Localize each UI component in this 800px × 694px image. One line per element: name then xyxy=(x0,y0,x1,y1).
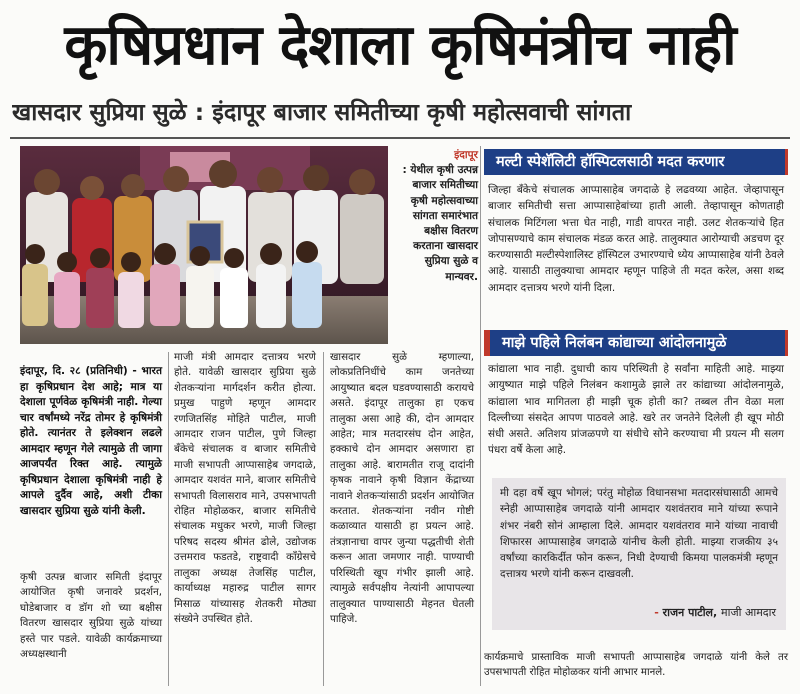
article-column-2: माजी मंत्री आमदार दत्तात्रय भरणे होते. यावेळी खासदार सुप्रिया सुळे शेतकऱ्यांना मार्गदर्शन करीत होत्या. प्रमुख पाहुणे म्हणून आमदार रणजितसिंह मोहिते पाटील, माजी आमदार राजन पाटील, पुणे जिल्हा बँकेचे संचालक व बाजार समितीचे माजी सभापती आप्पासाहेब जगदाळे, आमदार यशवंत माने, बाजार समितीचे सभापती विलासराव माने, उपसभापती रोहित मोहोळकर, बाजार समितीचे संचालक मधुकर भरणे, माजी जिल्हा परिषद सदस्य श्रीमंत ढोले, उद्योजक उत्तमराव फडतडे, राष्ट्रवादी काँग्रेसचे तालुका अध्यक्ष तेजसिंह पाटील, कार्याध्यक्ष महारुद्र पाटील सागर मिसाळ यांच्यासह शेतकरी मोठ्या संख्येने उपस्थित होते. xyxy=(174,351,316,625)
column-divider xyxy=(323,352,324,686)
subheadline: खासदार सुप्रिया सुळे : इंदापूर बाजार समितीच्या कृषी महोत्सवाची सांगता xyxy=(12,98,632,126)
section-text-suspension: कांद्याला भाव नाही. दुधाची काय परिस्थिती हे सर्वांना माहिती आहे. माझ्या आयुष्यात माझे पहिले निलंबन कशामुळे झाले तर कांद्याच्या आंदोलनामुळे, कांद्याला भाव मागितला ही माझी चूक होती का? तब्बल तीन वेळा मला दिल्लीच्या संसदेत आपण पाठवले आहे. खरे तर जनतेने दिलेली ही खूप मोठी संधी असते. अतिशय प्रांजळपणे या संधीचे सोने करण्याचा मी प्रयत्न मी सलग पंधरा वर्षे केला आहे. xyxy=(488,363,784,457)
article-lead: इंदापूर, दि. २८ (प्रतिनिधी) - भारत हा कृषिप्रधान देश आहे; मात्र या देशाला पूर्णवेळ कृषिमंत्री नाही. गेल्या चार वर्षांमध्ये नरेंद्र तोमर हे कृषिमंत्री होते. त्यानंतर ते इलेक्शन लढले आमदार म्हणून गेले त्यामुळे ती जागा आजपर्यंत रिक्त आहे. त्यामुळे कृषिप्रधान देशाला कृषिमंत्री नाही हे आपले दुर्दैव आहे, अशी टीका खासदार सुप्रिया सुळे यांनी केली. xyxy=(20,365,162,517)
column-divider xyxy=(168,352,169,686)
quote-box xyxy=(492,478,786,630)
quote-name: राजन पाटील, xyxy=(662,606,718,619)
quote-text: मी दहा वर्षे खूप भोगलं; परंतु मोहोळ विधानसभा मतदारसंघासाठी आमचे स्नेही आप्पासाहेब जगदाळे यांनी आमदार यशवंतराव माने यांच्या रूपाने शंभर नंबरी सोनं आम्हाला दिले. आमदार यशवंतराव माने यांच्या नावाची शिफारस आप्पासाहेब जगदाळे यांनीच केली होती. माझ्या राजकीय ३५ वर्षांच्या कारकिर्दीत फोन करून, निधी देण्याची किमया पालकमंत्री म्हणून दत्तात्रय भरणे यांनी करून दाखवली. xyxy=(500,487,778,581)
caption-place: इंदापूर xyxy=(454,149,478,161)
closing-text: कार्यक्रमाचे प्रास्ताविक माजी सभापती आप्पासाहेब जगदाळे यांनी केले तर उपसभापती रोहित मोहोळकर यांनी आभार मानले. xyxy=(484,652,788,678)
article-column-3: खासदार सुळे म्हणाल्या, लोकप्रतिनिधींचे काम जनतेच्या आयुष्यात बदल घडवण्यासाठी करायचे असते. इंदापूर तालुका हा एकच तालुका असा आहे की, दोन आमदार आहेत; मात्र मतदारसंघ दोन आहेत, हक्काचे दोन आमदार असणारा हा तालुका आहे. बारामतीत राजू दादांनी कृषक नावाने कृषी विज्ञान केंद्राच्या नावाने शेतकऱ्यांसाठी प्रदर्शन आयोजित करतात. शेतकऱ्यांना नवीन गोष्टी कळाव्यात यासाठी हा प्रयत्न आहे. तंत्रज्ञानाचा वापर जुन्या पद्धतीची शेती करून आता जमणार नाही. पाण्याची परिस्थिती खूप गंभीर झाली आहे. त्यामुळे सर्वपक्षीय नेत्यांनी आपापल्या तालुक्यात पाण्यासाठी मेहनत घेतली पाहिजे. xyxy=(330,351,474,625)
caption-text: : येथील कृषी उत्पन्न बाजार समितीच्या कृषी महोत्सवाच्या सांगता समारंभात बक्षीस वितरण करताना खासदार सुप्रिया सुळे व मान्यवर. xyxy=(402,164,478,283)
section-heading-hospital: मल्टी स्पेशॅलिटी हॉस्पिटलसाठी मदत करणार xyxy=(484,149,788,175)
photo-caption xyxy=(392,148,478,344)
headline-divider xyxy=(10,137,790,139)
event-photo xyxy=(20,146,388,344)
quote-role: माजी आमदार xyxy=(721,606,776,619)
section-heading-suspension: माझे पहिले निलंबन कांद्याच्या आंदोलनामुळे xyxy=(484,330,788,356)
quote-dash: - xyxy=(654,606,659,619)
quote-signature xyxy=(654,605,776,620)
column-divider xyxy=(480,146,481,686)
headline: कृषिप्रधान देशाला कृषिमंत्रीच नाही xyxy=(64,13,736,78)
article-column-1: कृषी उत्पन्न बाजार समिती इंदापूर आयोजित कृषी जनावरे प्रदर्शन, घोडेबाजार व डॉग शो च्या बक्षीस वितरण खासदार सुप्रिया सुळे यांच्या हस्ते पार पडले. यावेळी कार्यक्रमाच्या अध्यक्षस्थानी xyxy=(20,571,162,661)
section-text-hospital: जिल्हा बँकेचे संचालक आप्पासाहेब जगदाळे हे लढवय्या आहेत. जेव्हापासून बाजार समितीची सत्ता आप्पासाहेबांच्या हाती आली. तेव्हापासून कोणताही संचालक मिटिंगला भत्ता घेत नाही, गाडी वापरत नाही. उलट शेतकऱ्यांचे हित जोपासण्याचे काम संचालक मंडळ करत आहे. तालुक्यात आरोग्याची अडचण दूर करण्यासाठी मल्टीस्पेशालिस्ट हॉस्पिटल उभारण्याचे ध्येय आप्पासाहेब यांनी ठेवले आहे. यासाठी तालुक्याचा आमदार म्हणून पाहिजे ती मदत करेल, असा शब्द आमदार दत्तात्रय भरणे यांनी दिला. xyxy=(488,184,784,294)
